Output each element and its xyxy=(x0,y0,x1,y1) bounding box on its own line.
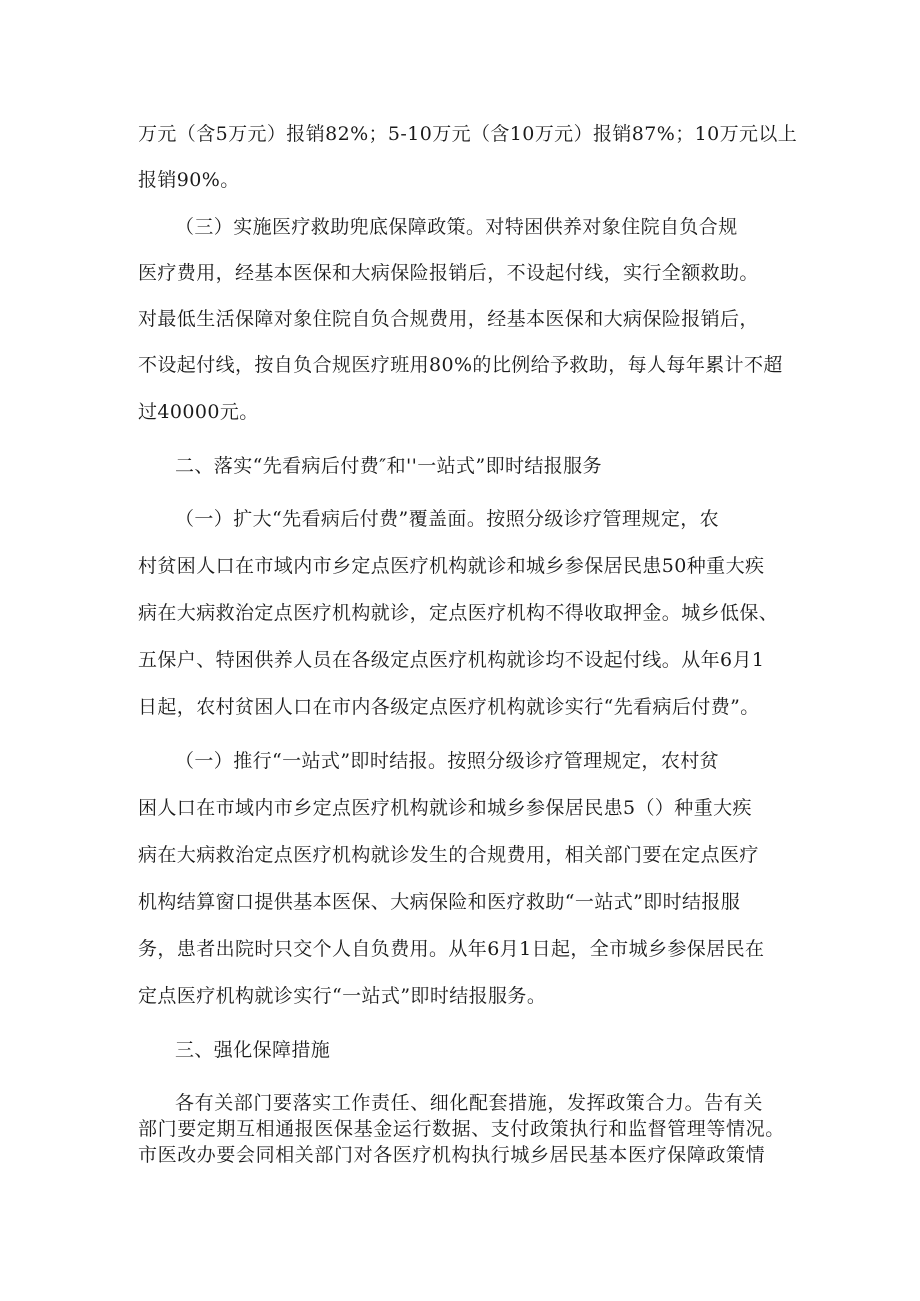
text-line: 村贫困人口在市域内市乡定点医疗机构就诊和城乡参保居民患50种重大疾 xyxy=(138,555,765,577)
section-heading: 二、落实“先看病后付费″和''一站式”即时结报服务 xyxy=(175,455,602,477)
text-line: 不设起付线，按自负合规医疗班用80%的比例给予救助，每人每年累计不超 xyxy=(138,354,783,376)
text-line: （一）推行“一站式”即时结报。按照分级诊疗管理规定，农村贫 xyxy=(175,750,720,772)
text-line: 各有关部门要落实工作责任、细化配套措施，发挥政策合力。告有关 xyxy=(175,1092,764,1114)
text-line: 务，患者出院时只交个人自负费用。从年6月1日起，全市城乡参保居民在 xyxy=(138,938,765,960)
text-line: 医疗费用，经基本医保和大病保险报销后，不设起付线，实行全额救助。 xyxy=(138,262,759,284)
text-line: 五保户、特困供养人员在各级定点医疗机构就诊均不设起付线。从年6月1 xyxy=(138,649,765,671)
text-line: 过40000元。 xyxy=(138,401,259,423)
text-line: （一）扩大“先看病后付费”覆盖面。按照分级诊疗管理规定，农 xyxy=(175,508,720,530)
section-heading: 三、强化保障措施 xyxy=(175,1039,331,1061)
text-line: 定点医疗机构就诊实行“一站式”即时结报服务。 xyxy=(138,985,547,1007)
text-line: 机构结算窗口提供基本医保、大病保险和医疗救助“一站式”即时结报服 xyxy=(138,891,741,913)
text-line: 万元（含5万元）报销82%；5-10万元（含10万元）报销87%；10万元以上 xyxy=(138,123,798,145)
text-line: 市医改办要会同相关部门对各医疗机构执行城乡居民基本医疗保障政策情 xyxy=(138,1144,766,1166)
text-line: 报销90%。 xyxy=(138,169,240,191)
text-line: 对最低生活保障对象住院自负合规费用，经基本医保和大病保险报销后， xyxy=(138,308,759,330)
text-line: 困人口在市域内市乡定点医疗机构就诊和城乡参保居民患5（）种重大疾 xyxy=(138,797,752,819)
text-line: （三）实施医疗救助兜底保障政策。对特困供养对象住院自负合规 xyxy=(175,216,738,238)
text-line: 病在大病救治定点医疗机构就诊发生的合规费用，相关部门要在定点医疗 xyxy=(138,844,759,866)
text-line: 日起，农村贫困人口在市内各级定点医疗机构就诊实行“先看病后付费”。 xyxy=(138,696,760,718)
text-line: 病在大病救治定点医疗机构就诊，定点医疗机构不得收取押金。城乡低保、 xyxy=(138,602,779,624)
text-line: 部门要定期互相通报医保基金运行数据、支付政策执行和监督管理等情况。 xyxy=(138,1118,785,1140)
